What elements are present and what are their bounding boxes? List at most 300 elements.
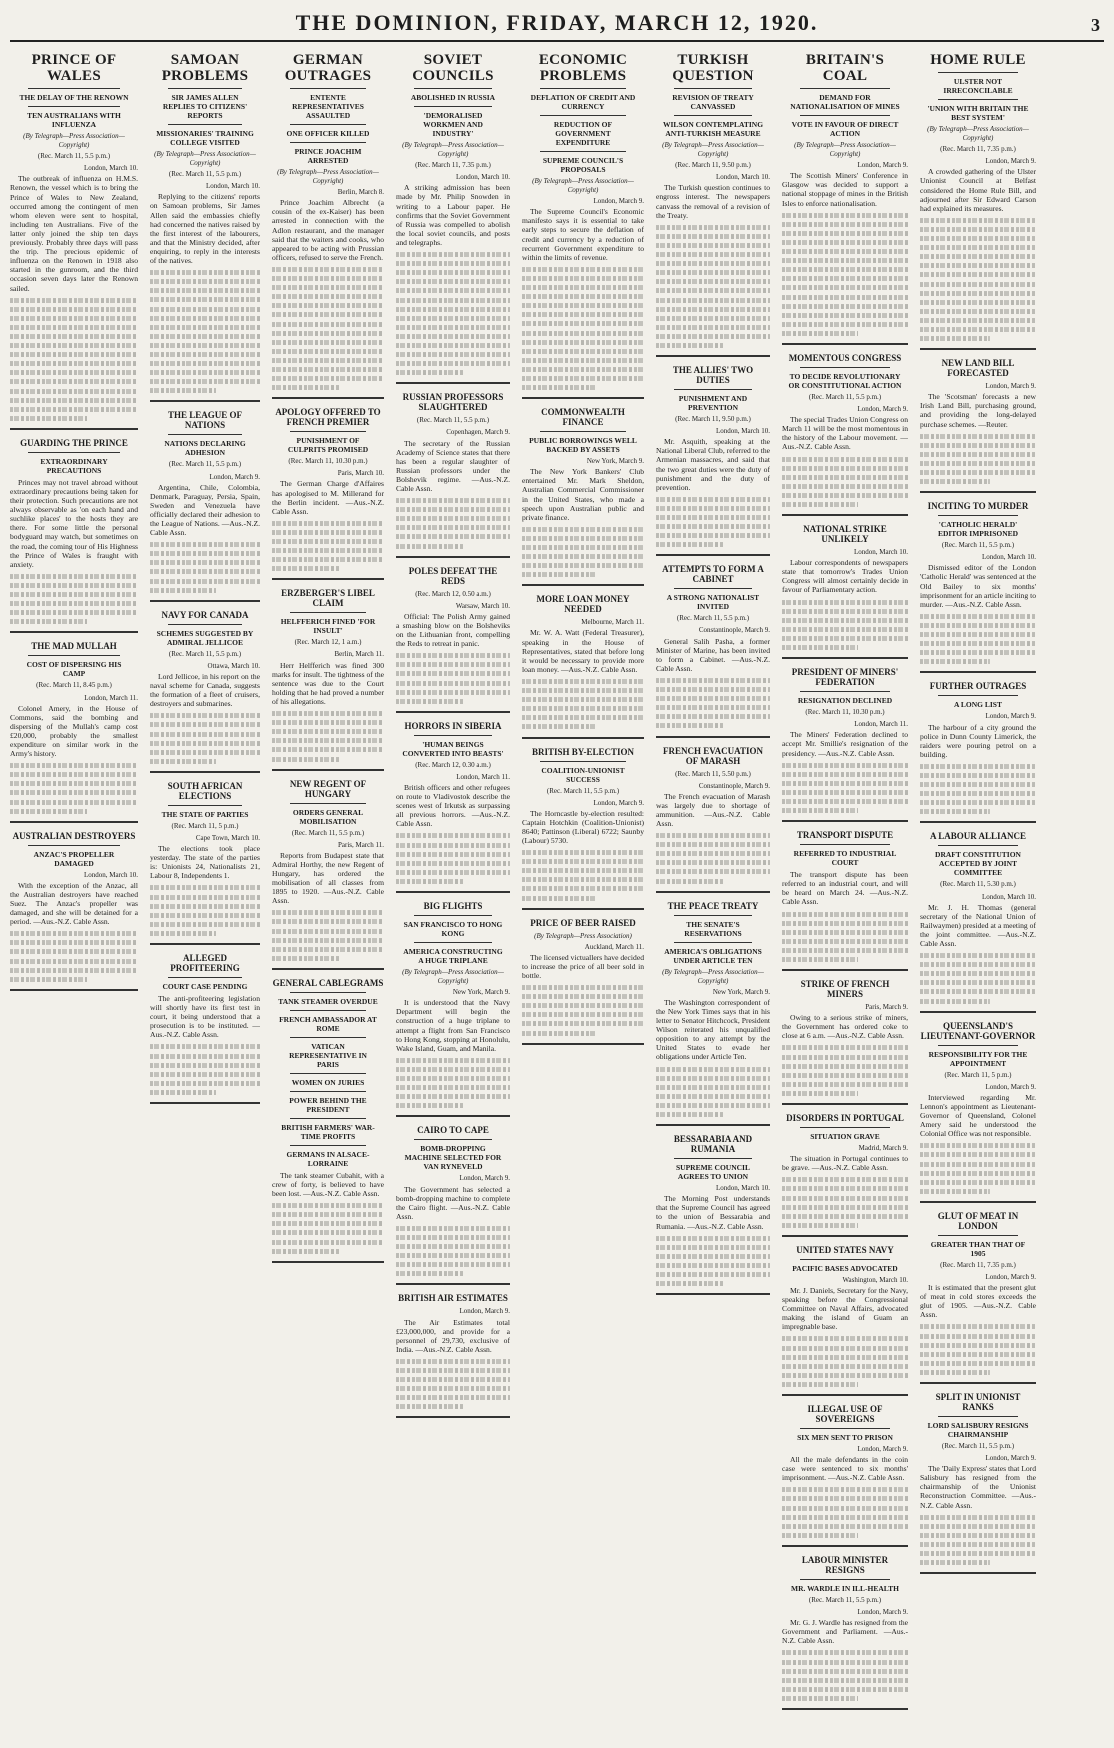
- story-separator: [272, 968, 384, 970]
- story-headline: POLES DEFEAT THE REDS: [408, 565, 498, 586]
- story-subheadline: PUNISHMENT OF CULPRITS PROMISED: [287, 436, 369, 455]
- story-dateline: London, March 10.: [455, 173, 510, 182]
- story-subheadline: THE DELAY OF THE RENOWN: [19, 93, 129, 102]
- news-story: [522, 407, 644, 586]
- story-separator: [10, 631, 138, 633]
- story-subheadline: 'DEMORALISED WORKMEN AND INDUSTRY': [423, 111, 483, 138]
- story-received-date: (Rec. March 11, 5.5 p.m.): [37, 152, 111, 161]
- story-separator: [920, 1572, 1036, 1574]
- story-dateline: Madrid, March 9.: [858, 1144, 908, 1153]
- divider: [800, 691, 890, 692]
- story-subheadline: SCHEMES SUGGESTED BY ADMIRAL JELLICOE: [156, 628, 254, 647]
- divider: [800, 88, 890, 89]
- story-dateline: London, March 9.: [593, 197, 644, 206]
- divider: [938, 1045, 1018, 1046]
- story-subheadline: SITUATION GRAVE: [810, 1132, 880, 1142]
- news-story: [782, 667, 908, 822]
- news-column: [10, 50, 138, 1740]
- story-received-date: (Rec. March 11, 5.5 p.m.): [168, 649, 242, 658]
- news-column: [522, 50, 644, 1740]
- story-headline: GERMAN OUTRAGES: [284, 52, 372, 84]
- story-separator: [782, 514, 908, 516]
- body-text-texture: [782, 455, 908, 510]
- story-dateline: London, March 9.: [593, 798, 644, 807]
- story-subheadline: DRAFT CONSTITUTION ACCEPTED BY JOINT COMMITTEE: [935, 850, 1021, 878]
- story-subheadline: WOMEN ON JURIES: [291, 1077, 365, 1087]
- story-dateline: London, March 9.: [985, 157, 1036, 166]
- story-paragraph: Owing to a serious strike of miners, the Government has ordered coke to close at 6 a.m. —Aus.-N.Z. Cable Assn.: [782, 1013, 908, 1041]
- story-headline: ATTEMPTS TO FORM A CABINET: [662, 564, 764, 585]
- news-story: [656, 365, 770, 556]
- story-headline: STRIKE OF FRENCH MINERS: [800, 979, 890, 1000]
- story-paragraph: All the male defendants in the coin case were sentenced to six months' imprisonment. —Aus.-N.Z. Cable Assn.: [782, 1455, 908, 1483]
- body-text-texture: [272, 265, 384, 392]
- story-paragraph: Dismissed editor of the London 'Catholic Herald' was sentenced at the Old Bailey to six months' imprisonment for an article inciting to murder. —Aus.-N.Z. Cable Assn.: [920, 563, 1036, 609]
- story-separator: [396, 891, 510, 893]
- story-received-date: (Rec. March 11, 5.30 p.m.): [940, 880, 1016, 889]
- news-column: [656, 50, 770, 1740]
- news-story: [920, 1392, 1036, 1574]
- divider: [290, 1118, 366, 1119]
- story-separator: [920, 1011, 1036, 1013]
- story-subheadline: MR. WARDLE IN ILL-HEALTH: [791, 1583, 899, 1593]
- divider: [938, 515, 1018, 516]
- divider: [290, 1073, 366, 1074]
- divider: [800, 1428, 890, 1429]
- story-dateline: London, March 10.: [205, 182, 260, 191]
- news-story: [656, 1134, 770, 1295]
- news-story: [10, 641, 138, 822]
- story-separator: [782, 969, 908, 971]
- divider: [674, 1158, 752, 1159]
- divider: [674, 915, 752, 916]
- body-text-texture: [782, 211, 908, 338]
- news-story: [782, 1245, 908, 1396]
- news-story: [782, 1113, 908, 1237]
- news-story: [396, 52, 510, 384]
- story-separator: [150, 600, 260, 602]
- story-headline: FURTHER OUTRAGES: [929, 681, 1027, 692]
- news-story: [920, 358, 1036, 493]
- story-received-date: (Rec. March 11, 5.5 p.m.): [808, 1595, 882, 1604]
- story-headline: FRENCH EVACUATION OF MARASH: [663, 745, 763, 766]
- story-headline: PRINCE OF WALES: [31, 52, 117, 84]
- divider: [28, 452, 120, 453]
- divider: [414, 915, 492, 916]
- story-received-date: (Rec. March 11, 5.50 p.m.): [675, 769, 751, 778]
- news-story: [272, 588, 384, 770]
- news-story: [150, 610, 260, 773]
- news-story: [522, 52, 644, 399]
- story-subheadline: SUPREME COUNCIL AGREES TO UNION: [676, 1163, 750, 1182]
- story-dateline: Paris, March 10.: [337, 469, 384, 478]
- story-paragraph: A striking admission has been made by Mr. Philip Snowden in writing to a Labour paper. He confirms that the Soviet Government of Russia was compelled to abolish the local soviet councils, and posts and telegraphs.: [396, 183, 510, 247]
- body-text-texture: [782, 598, 908, 653]
- news-story: [150, 410, 260, 601]
- body-text-texture: [782, 1175, 908, 1230]
- story-separator: [150, 400, 260, 402]
- story-separator: [920, 671, 1036, 673]
- divider: [800, 1259, 890, 1260]
- story-credit: (By Telegraph—Press Association—Copyright): [794, 141, 896, 159]
- story-subheadline: DEFLATION OF CREDIT AND CURRENCY: [530, 93, 636, 111]
- story-paragraph: Princes may not travel abroad without extraordinary precautions being taken for their protection. Such precautions are not always observable as 'on each hand and suchlike places' to the hosts they are there. For some little the personal bodyguard may watch, but sometimes on the road, the coming tour of His Highness the Prince of Wales is fraught with anxiety.: [10, 477, 138, 569]
- news-column: [150, 50, 260, 1740]
- story-paragraph: The Turkish question continues to engross interest. The newspapers canvass the removal of a revision of the Treaty.: [656, 183, 770, 220]
- story-headline: MORE LOAN MONEY NEEDED: [536, 594, 630, 615]
- story-separator: [396, 556, 510, 558]
- story-subheadline: ORDERS GENERAL MOBILISATION: [292, 807, 364, 826]
- story-received-date: (Rec. March 11, 5.5 p.m.): [676, 614, 750, 623]
- news-story: [782, 52, 908, 345]
- body-text-texture: [150, 268, 260, 395]
- body-text-texture: [656, 831, 770, 886]
- story-separator: [782, 1103, 908, 1105]
- story-paragraph: The Air Estimates total £23,000,000, and provide for a personnel of 29,730, exclusive of India. —Aus.-N.Z. Cable Assn.: [396, 1317, 510, 1354]
- story-dateline: Washington, March 10.: [842, 1275, 908, 1284]
- story-received-date: (Rec. March 11, 5.5 p.m.): [546, 786, 620, 795]
- divider: [168, 434, 242, 435]
- story-headline: SOVIET COUNCILS: [412, 52, 494, 84]
- story-dateline: Auckland, March 11.: [584, 942, 644, 951]
- story-headline: UNITED STATES NAVY: [796, 1244, 894, 1255]
- story-separator: [396, 711, 510, 713]
- story-credit: (By Telegraph—Press Association—Copyright): [662, 967, 764, 985]
- story-headline: HOME RULE: [930, 52, 1026, 68]
- story-subheadline: VOTE IN FAVOUR OF DIRECT ACTION: [791, 120, 899, 138]
- body-text-texture: [396, 1224, 510, 1279]
- divider: [168, 977, 242, 978]
- story-paragraph: Argentina, Chile, Colombia, Denmark, Paraguay, Persia, Spain, Sweden and Venezuela have officially declared their adhesion to the League of Nations. —Aus.-N.Z. Cable Assn.: [150, 482, 260, 538]
- divider: [28, 88, 120, 89]
- story-subheadline: 'HUMAN BEINGS CONVERTED INTO BEASTS': [402, 739, 504, 758]
- divider: [674, 88, 752, 89]
- story-credit: (By Telegraph—Press Association—Copyright): [662, 141, 764, 159]
- story-headline: INCITING TO MURDER: [927, 501, 1029, 512]
- news-story: [150, 52, 260, 402]
- story-separator: [656, 554, 770, 556]
- divider: [938, 845, 1018, 846]
- story-paragraph: Mr. Asquith, speaking at the National Liberal Club, referred to the Armenian massacres, and said that the two great duties were the duty of punishment and the duty of prevention.: [656, 437, 770, 492]
- story-subheadline: WILSON CONTEMPLATING ANTI-TURKISH MEASURE: [662, 120, 764, 138]
- story-subheadline: 'UNION WITH BRITAIN THE BEST SYSTEM': [927, 104, 1029, 122]
- divider: [290, 88, 366, 89]
- story-subheadline: REVISION OF TREATY CANVASSED: [672, 93, 754, 111]
- story-dateline: London, March 10.: [715, 1184, 770, 1193]
- story-separator: [10, 428, 138, 430]
- divider: [414, 106, 492, 107]
- story-subheadline: TANK STEAMER OVERDUE: [278, 996, 378, 1006]
- story-dateline: London, March 9.: [985, 712, 1036, 721]
- story-subheadline: A STRONG NATIONALIST INVITED: [666, 593, 760, 612]
- story-paragraph: The licensed victuallers have decided to increase the price of all beer sold in bottle.: [522, 952, 644, 980]
- story-credit: (By Telegraph—Press Association—Copyright): [402, 141, 504, 159]
- story-paragraph: The transport dispute has been referred to an industrial court, and will be heard on March 24. —Aus.-N.Z. Cable Assn.: [782, 870, 908, 907]
- body-text-texture: [656, 1234, 770, 1289]
- divider: [800, 115, 890, 116]
- body-text-texture: [10, 296, 138, 423]
- story-subheadline: SIR JAMES ALLEN REPLIES TO CITIZENS' REPORTS: [162, 93, 248, 120]
- news-story: [782, 979, 908, 1105]
- divider: [290, 1010, 366, 1011]
- news-story: [920, 1021, 1036, 1203]
- story-dateline: London, March 10.: [83, 164, 138, 173]
- story-subheadline: THE SENATE'S RESERVATIONS: [684, 919, 742, 938]
- story-dateline: London, March 10.: [715, 173, 770, 182]
- news-story: [396, 392, 510, 557]
- story-dateline: Paris, March 9.: [865, 1003, 908, 1012]
- story-separator: [782, 657, 908, 659]
- story-paragraph: The Morning Post understands that the Supreme Council has agreed to the union of Bessarabia and Rumania. —Aus.-N.Z. Cable Assn.: [656, 1194, 770, 1231]
- body-text-texture: [920, 216, 1036, 343]
- story-paragraph: The Miners' Federation declined to accept Mr. Smillie's resignation of the presidency. —Aus.-N.Z. Cable Assn.: [782, 730, 908, 758]
- story-received-date: (Rec. March 11, 7.35 p.m.): [940, 1260, 1016, 1269]
- divider: [414, 735, 492, 736]
- story-paragraph: The harbour of a city ground the police in Dunn County Limerick, the raiders were pouring petrol on a building.: [920, 722, 1036, 759]
- story-paragraph: The anti-profiteering legislation will shortly have its first test in court, it being understood that a prosecution is to be instituted. —Aus.-N.Z. Cable Assn.: [150, 994, 260, 1040]
- news-story: [656, 52, 770, 357]
- story-subheadline: GERMANS IN ALSACE-LORRAINE: [286, 1149, 370, 1168]
- story-subheadline: COST OF DISPERSING HIS CAMP: [26, 660, 122, 679]
- story-dateline: New York, March 9.: [586, 457, 644, 466]
- story-separator: [920, 491, 1036, 493]
- story-credit: (By Telegraph—Press Association): [534, 931, 632, 940]
- story-dateline: London, March 10.: [853, 548, 908, 557]
- body-text-texture: [656, 223, 770, 350]
- story-separator: [782, 1708, 908, 1710]
- story-dateline: London, March 10.: [83, 870, 138, 879]
- divider: [290, 992, 366, 993]
- news-story: [272, 779, 384, 970]
- news-story: [782, 524, 908, 659]
- divider: [540, 88, 626, 89]
- story-subheadline: PUBLIC BORROWINGS WELL BACKED BY ASSETS: [529, 436, 637, 455]
- story-headline: SAMOAN PROBLEMS: [161, 52, 249, 84]
- story-paragraph: Herr Helfferich was fined 300 marks for insult. The tightness of the sentence was due to the Court holding that he had proved a number of his allegations.: [272, 660, 384, 706]
- story-subheadline: POWER BEHIND THE PRESIDENT: [289, 1095, 367, 1114]
- story-dateline: Cape Town, March 10.: [195, 833, 260, 842]
- divider: [168, 124, 242, 125]
- story-received-date: (Rec. March 11, 5.5 p.m.): [168, 170, 242, 179]
- divider: [938, 695, 1018, 696]
- body-text-texture: [782, 910, 908, 965]
- story-paragraph: The New York Bankers' Club entertained Mr. Mark Sheldon, Australian Commercial Commissioner in the United States, who made a speech upon Australian public and private finance.: [522, 467, 644, 522]
- divider: [168, 805, 242, 806]
- newspaper-title: THE DOMINION, FRIDAY, MARCH 12, 1920.: [295, 10, 819, 35]
- story-paragraph: It is estimated that the present glut of meat in cold stores exceeds the glut of 1905. —Aus.-N.Z. Cable Assn.: [920, 1283, 1036, 1320]
- story-subheadline: A LONG LIST: [954, 700, 1002, 710]
- divider: [168, 624, 242, 625]
- story-headline: SOUTH AFRICAN ELECTIONS: [167, 780, 243, 801]
- body-text-texture: [396, 1357, 510, 1412]
- body-text-texture: [272, 519, 384, 574]
- story-paragraph: Labour correspondents of newspapers state that tomorrow's Trades Union Congress will almost certainly decide in favour of Parliamentary action.: [782, 558, 908, 595]
- story-headline: MOMENTOUS CONGRESS: [788, 352, 902, 363]
- story-subheadline: GREATER THAN THAT OF 1905: [930, 1239, 1026, 1258]
- body-text-texture: [396, 651, 510, 706]
- divider: [938, 99, 1018, 100]
- story-paragraph: The secretary of the Russian Academy of Science states that there has been a regular slaughter of Russian professors under the Bolshevik regime. —Aus.-N.Z. Cable Assn.: [396, 438, 510, 493]
- story-dateline: Ottawa, March 10.: [207, 661, 260, 670]
- news-column: [272, 50, 384, 1740]
- divider: [674, 588, 752, 589]
- divider: [938, 1235, 1018, 1236]
- story-paragraph: Mr. J. Daniels, Secretary for the Navy, speaking before the Congressional Committee on Naval Affairs, advocated making the island of Guam an impregnable base.: [782, 1285, 908, 1332]
- story-separator: [920, 1382, 1036, 1384]
- story-received-date: (Rec. March 11, 5.5 p.m.): [808, 392, 882, 401]
- story-received-date: (Rec. March 11, 10.30 p.m.): [288, 457, 368, 466]
- story-credit: (By Telegraph—Press Association—Copyright): [402, 968, 504, 986]
- story-subheadline: TEN AUSTRALIANS WITH INFLUENZA: [27, 111, 121, 129]
- body-text-texture: [272, 709, 384, 764]
- story-paragraph: The German Charge d'Affaires has apologised to M. Millerand for the Berlin incident. —Aus.-N.Z. Cable Assn.: [272, 479, 384, 516]
- story-paragraph: The outbreak of influenza on H.M.S. Renown, the vessel which is to bring the Prince of Wales to New Zealand, occurred among the contingent of men whom eleven were sent to hospital, including ten Australians. Five of the latter only joined the ship ten days previously. Probably three days will pass the trip. The precious epidemic of influenza on the Renown in 1918 also started in the gunroom, and the third occasion seven days later the Renown sailed.: [10, 174, 138, 293]
- body-text-texture: [782, 1334, 908, 1389]
- story-subheadline: EXTRAORDINARY PRECAUTIONS: [40, 456, 108, 475]
- story-dateline: London, March 11.: [456, 772, 510, 781]
- divider: [414, 942, 492, 943]
- story-credit: (By Telegraph—Press Association—Copyright): [927, 125, 1029, 143]
- story-headline: RUSSIAN PROFESSORS SLAUGHTERED: [402, 392, 504, 413]
- story-headline: BRITISH BY-ELECTION: [532, 746, 634, 757]
- news-story: [656, 901, 770, 1127]
- story-headline: BESSARABIA AND RUMANIA: [673, 1134, 753, 1155]
- story-dateline: London, March 10.: [981, 553, 1036, 562]
- divider: [938, 1416, 1018, 1417]
- body-text-texture: [656, 676, 770, 731]
- body-text-texture: [396, 250, 510, 377]
- body-text-texture: [782, 1485, 908, 1540]
- body-text-texture: [522, 265, 644, 392]
- news-story: [920, 52, 1036, 350]
- story-dateline: London, March 9.: [985, 1454, 1036, 1463]
- story-received-date: (Rec. March 11, 5.5 p.m.): [168, 460, 242, 469]
- story-paragraph: Interviewed regarding Mr. Lennon's appointment as Lieutenant-Governor of Queensland, Colonel Amery said he understood the Colonial Office was not responsible.: [920, 1092, 1036, 1139]
- story-separator: [10, 989, 138, 991]
- divider: [28, 106, 120, 107]
- body-text-texture: [920, 1141, 1036, 1196]
- story-subheadline: ABOLISHED IN RUSSIA: [410, 93, 496, 102]
- story-dateline: Berlin, March 8.: [337, 188, 384, 197]
- story-subheadline: PRINCE JOACHIM ARRESTED: [294, 147, 362, 165]
- story-dateline: London, March 9.: [209, 472, 260, 481]
- news-story: [272, 407, 384, 580]
- news-column: [782, 50, 908, 1740]
- divider: [290, 1037, 366, 1038]
- story-subheadline: NATIONS DECLARING ADHESION: [164, 439, 246, 458]
- story-paragraph: Prince Joachim Albrecht (a cousin of the ex-Kaiser) has been arrested in connection with the Adlon restaurant, and the manager said that the waiters and cooks, who appeared to be acting with Prussian officers, refused to serve the French.: [272, 198, 384, 262]
- story-paragraph: Colonel Amery, in the House of Commons, said the bombing and dispersing of the Mullah's camp cost £20,000, probably the smallest expenditure on similar work in the Army's history.: [10, 703, 138, 759]
- story-separator: [782, 820, 908, 822]
- story-subheadline: REFERRED TO INDUSTRIAL COURT: [793, 849, 897, 868]
- story-subheadline: FRENCH AMBASSADOR AT ROME: [279, 1014, 377, 1033]
- story-paragraph: The 'Daily Express' states that Lord Salisbury has resigned from the chairmanship of the Unionist Reconstruction Committee. —Aus.-N.Z. Cable Assn.: [920, 1464, 1036, 1510]
- story-headline: NEW LAND BILL FORECASTED: [941, 358, 1015, 379]
- divider: [168, 88, 242, 89]
- story-separator: [272, 1261, 384, 1263]
- story-received-date: (Rec. March 11, 9.50 p.m.): [675, 415, 751, 424]
- divider: [290, 1145, 366, 1146]
- story-dateline: New York, March 9.: [712, 987, 770, 996]
- news-story: [396, 721, 510, 893]
- news-story: [396, 1125, 510, 1285]
- story-dateline: London, March 9.: [459, 1174, 510, 1183]
- divider: [800, 1127, 890, 1128]
- news-columns: [10, 50, 1104, 1740]
- story-paragraph: Mr. G. J. Wardle has resigned from the Government and Parliament. —Aus.-N.Z. Cable Assn.: [782, 1618, 908, 1646]
- story-separator: [920, 348, 1036, 350]
- story-received-date: (Rec. March 11, 7.35 p.m.): [415, 161, 491, 170]
- body-text-texture: [782, 761, 908, 816]
- story-separator: [656, 891, 770, 893]
- news-story: [920, 681, 1036, 823]
- story-separator: [272, 578, 384, 580]
- story-dateline: London, March 9.: [857, 405, 908, 414]
- body-text-texture: [150, 711, 260, 766]
- news-story: [782, 1555, 908, 1710]
- story-paragraph: Official: The Polish Army gained a smashing blow on the Bolsheviks on the Lithuanian front, compelling the Reds to retreat in panic.: [396, 611, 510, 649]
- body-text-texture: [10, 572, 138, 627]
- story-dateline: Copenhagen, March 9.: [446, 428, 510, 437]
- story-subheadline: HELFFERICH FINED 'FOR INSULT': [280, 617, 376, 636]
- story-separator: [522, 737, 644, 739]
- news-story: [522, 594, 644, 738]
- divider: [28, 655, 120, 656]
- story-subheadline: BRITISH FARMERS' WAR-TIME PROFITS: [281, 1122, 375, 1141]
- story-dateline: Constantinople, March 9.: [698, 626, 770, 635]
- story-headline: TRANSPORT DISPUTE: [796, 830, 894, 841]
- story-headline: COMMONWEALTH FINANCE: [541, 407, 625, 428]
- news-column: [396, 50, 510, 1740]
- story-subheadline: COURT CASE PENDING: [162, 982, 248, 991]
- story-headline: THE PEACE TREATY: [667, 900, 759, 911]
- story-headline: A LABOUR ALLIANCE: [929, 831, 1027, 842]
- story-dateline: London, March 10.: [981, 892, 1036, 901]
- story-headline: TURKISH QUESTION: [672, 52, 754, 84]
- masthead: [10, 6, 1104, 42]
- story-headline: ECONOMIC PROBLEMS: [538, 52, 628, 84]
- body-text-texture: [150, 1042, 260, 1097]
- story-received-date: (Rec. March 11, 5.5 p.m.): [941, 541, 1015, 550]
- story-paragraph: General Salih Pasha, a former Minister of Marine, has been invited to form a Cabinet. —Aus.-N.Z. Cable Assn.: [656, 636, 770, 673]
- story-subheadline: MISSIONARIES' TRAINING COLLEGE VISITED: [156, 129, 254, 147]
- story-separator: [396, 1115, 510, 1117]
- news-story: [522, 918, 644, 1045]
- story-headline: ALLEGED PROFITEERING: [170, 953, 240, 973]
- story-separator: [10, 821, 138, 823]
- story-separator: [656, 355, 770, 357]
- body-text-texture: [522, 525, 644, 580]
- news-story: [920, 1211, 1036, 1384]
- story-headline: BIG FLIGHTS: [423, 901, 483, 911]
- story-headline: PRICE OF BEER RAISED: [530, 917, 636, 928]
- divider: [674, 942, 752, 943]
- story-credit: (By Telegraph—Press Association—Copyright): [532, 177, 634, 195]
- story-subheadline: SUPREME COUNCIL'S PROPOSALS: [542, 156, 624, 174]
- news-story: [920, 501, 1036, 673]
- body-text-texture: [396, 831, 510, 886]
- body-text-texture: [920, 762, 1036, 817]
- story-separator: [920, 821, 1036, 823]
- story-headline: ILLEGAL USE OF SOVEREIGNS: [807, 1404, 883, 1424]
- story-subheadline: AMERICA'S OBLIGATIONS UNDER ARTICLE TEN: [664, 946, 762, 965]
- story-received-date: (Rec. March 11, 5.5 p.m.): [416, 416, 490, 425]
- story-headline: THE LEAGUE OF NATIONS: [167, 410, 242, 431]
- news-column: [920, 50, 1036, 1740]
- divider: [540, 431, 626, 432]
- news-story: [782, 353, 908, 516]
- body-text-texture: [782, 1648, 908, 1703]
